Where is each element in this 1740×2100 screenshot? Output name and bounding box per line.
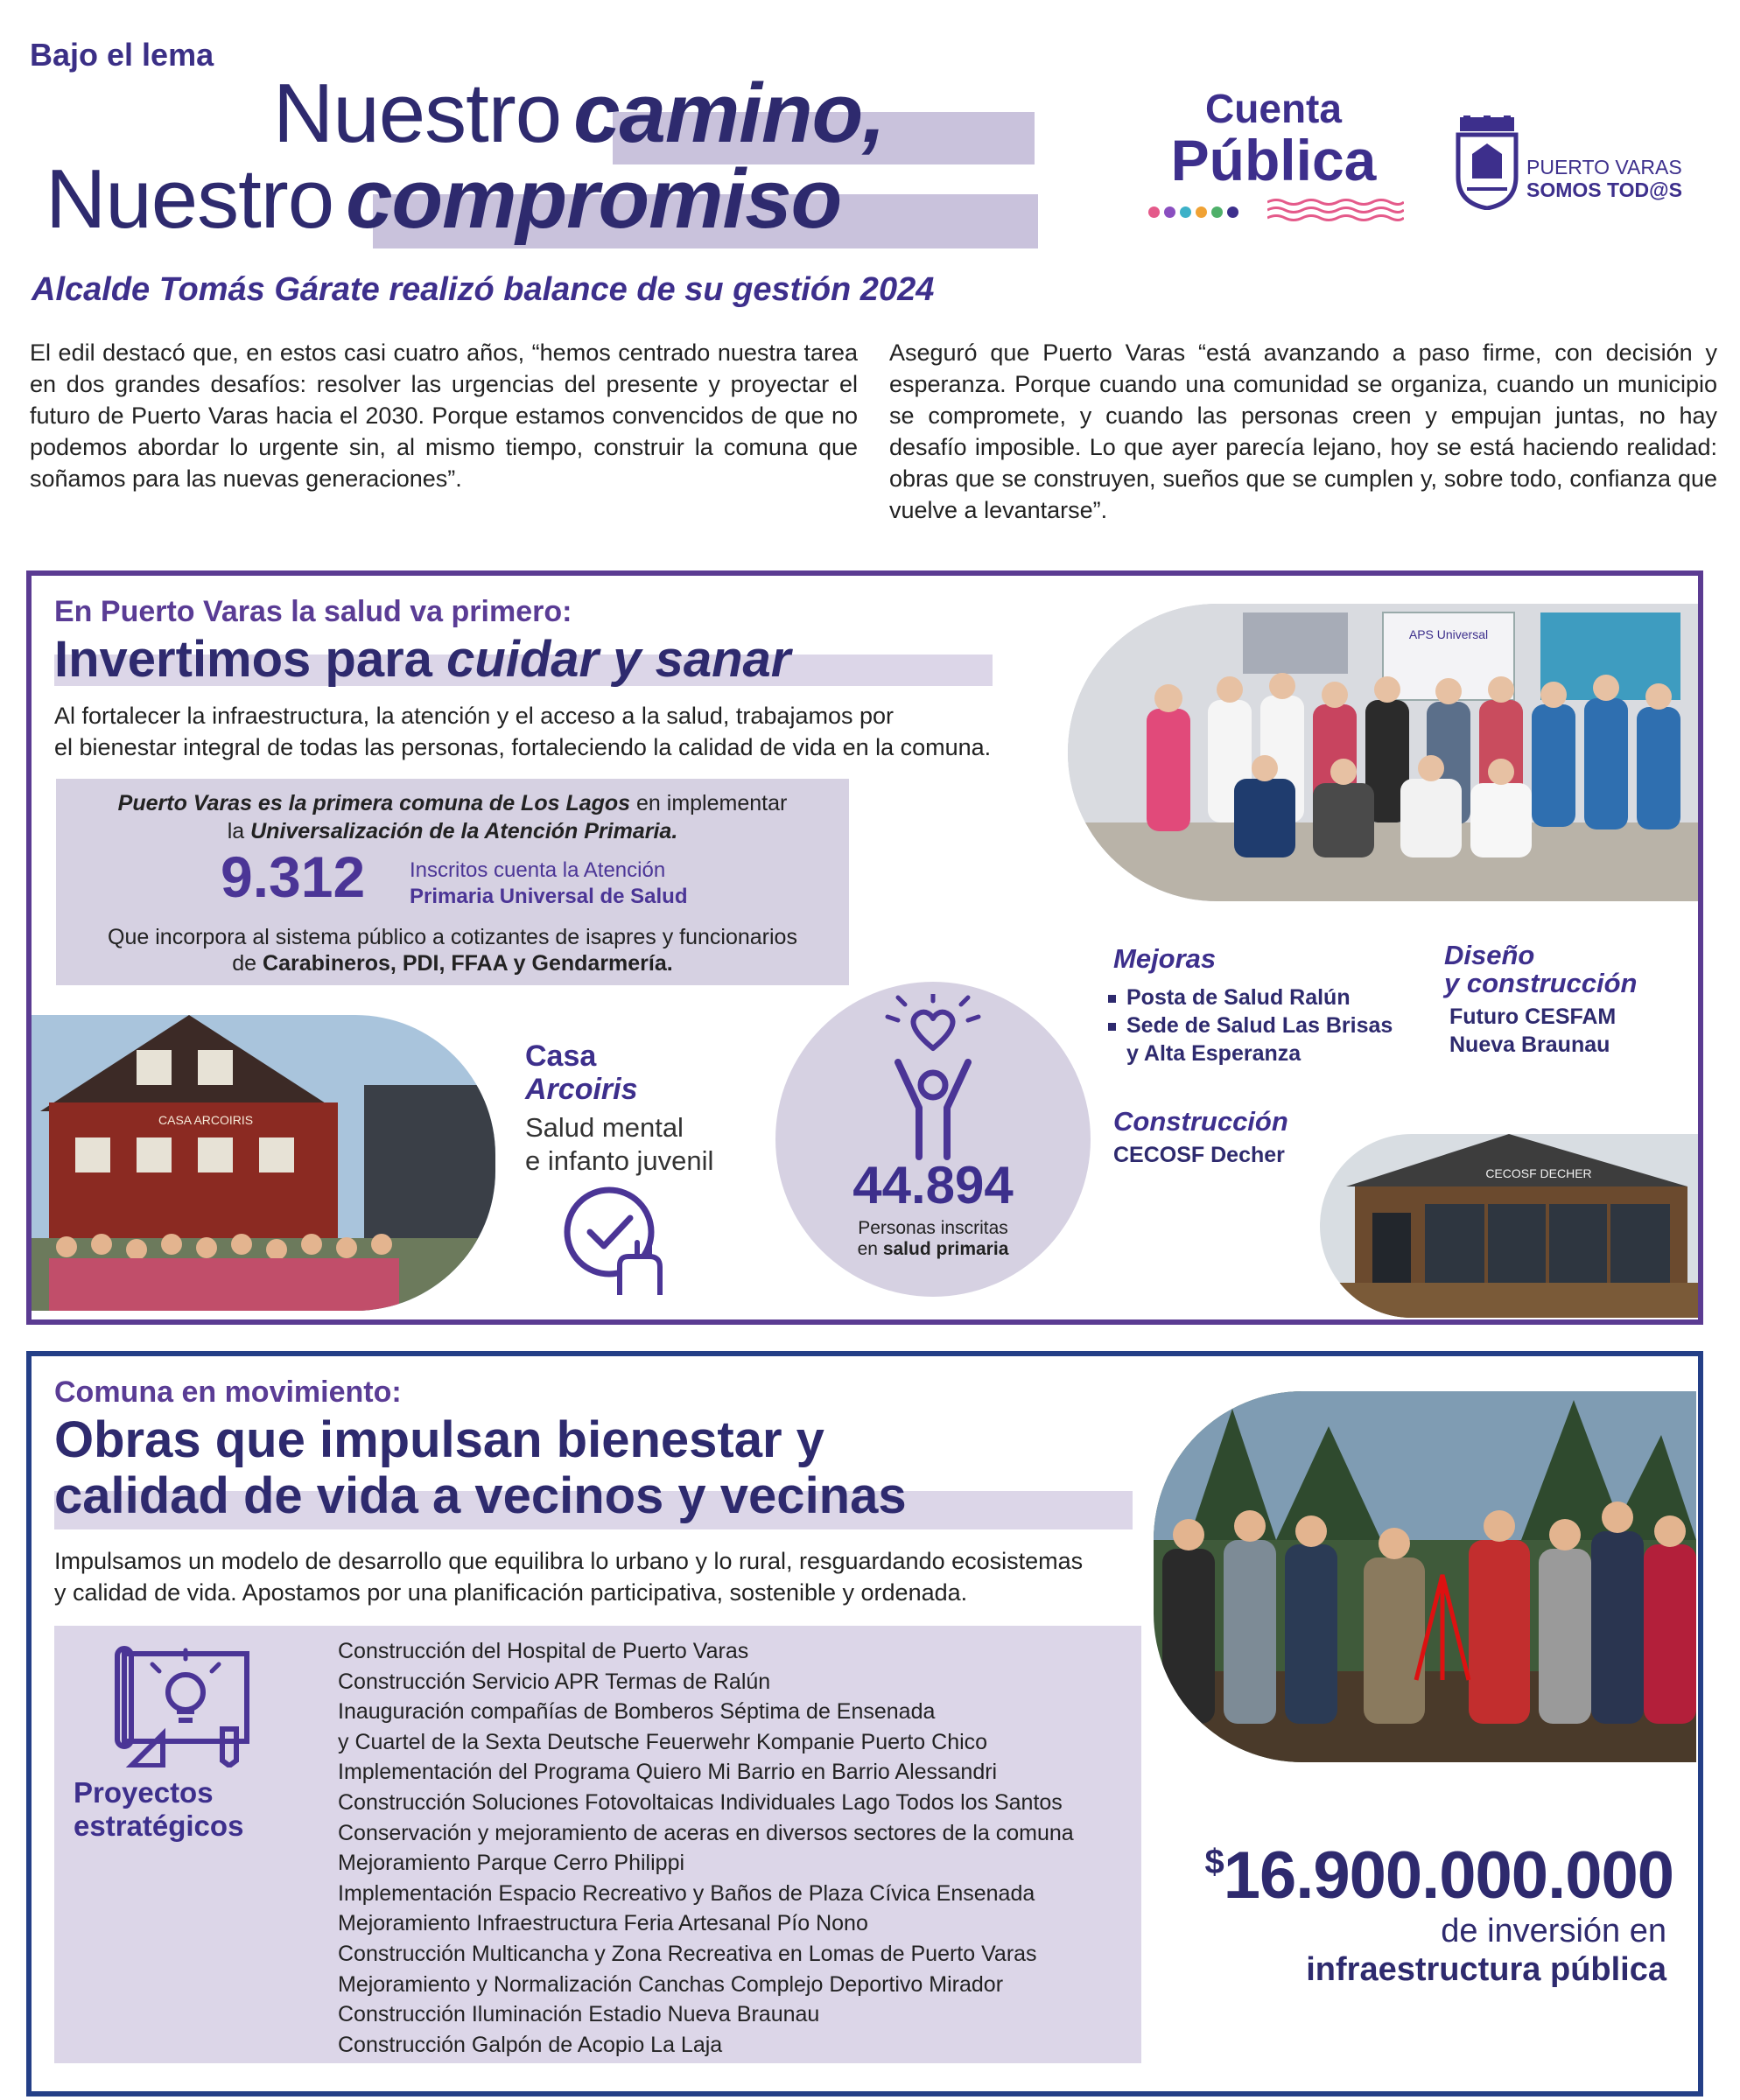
stat-number: 44.894: [852, 1156, 1014, 1214]
project-item: Mejoramiento Parque Cerro Philippi: [338, 1851, 685, 1876]
brand-text: [1526, 156, 1682, 201]
investment-value: 16.900.000.000: [1223, 1838, 1673, 1913]
diseno-title: [1444, 942, 1638, 998]
cecosf-photo: [1320, 1134, 1698, 1318]
works-headline: [54, 1412, 907, 1524]
logo-dot: [1227, 206, 1238, 218]
aps-lead-2a: la: [227, 819, 251, 844]
headline-line-1-thin: Nuestro: [273, 66, 562, 160]
health-staff-photo: [1068, 604, 1698, 901]
check-hand-icon: [557, 1183, 676, 1298]
project-item: Implementación Espacio Recreativo y Baños de Plaza Cívica Ensenada: [338, 1880, 1035, 1906]
construccion-title: Construcción: [1113, 1106, 1288, 1137]
intro-right-paragraph: Aseguró que Puerto Varas “está avanzando a paso firme, con decisión y esperanza. Porque cuando una comunidad se organiza, cuando un municipio se compromete, y cuando las personas creen y empujan juntas, no hay desafío imposible. Lo que ayer parecía lejano, hoy se está haciendo realidad: obras que se construyen, sueños que se cumplen y, sobre todo, confianza que vuelve a levantarse”.: [889, 340, 1717, 523]
logo-dot: [1164, 206, 1175, 218]
mejoras-item: [1108, 1040, 1393, 1068]
diseno-items: [1449, 1003, 1616, 1059]
headline-line-2-bold: compromiso: [346, 152, 842, 246]
investment-label-2: infraestructura pública: [1306, 1951, 1666, 1988]
logo-line-2: Pública: [1170, 128, 1377, 192]
stat-label-2a: en: [857, 1239, 883, 1259]
logo-dot: [1211, 206, 1223, 218]
casa-arcoiris-photo: [32, 1015, 495, 1311]
blueprint-lightbulb-icon: [114, 1645, 254, 1768]
investment-amount: [1169, 1838, 1673, 1914]
diseno-title-2: y construcción: [1444, 968, 1638, 998]
mejoras-item: [1108, 1012, 1393, 1040]
aps-lead: [56, 789, 849, 845]
aps-number-label: [410, 858, 687, 910]
aps-label-2: Primaria Universal de Salud: [410, 885, 688, 908]
heart-person-icon: [881, 994, 986, 1160]
brand-line-2: SOMOS TOD@S: [1526, 178, 1682, 201]
projects-list: [338, 1636, 1126, 2060]
casa-sub-1: Salud mental: [525, 1112, 684, 1143]
health-kicker: En Puerto Varas la salud va primero:: [54, 595, 572, 628]
aps-lead-2b: Universalización de la Atención Primaria.: [250, 819, 678, 844]
health-body-line-2: el bienestar integral de todas las personas, fortaleciendo la calidad de vida en la comuna.: [54, 734, 992, 760]
project-item: Construcción del Hospital de Puerto Varas: [338, 1639, 749, 1663]
health-body-line-1: Al fortalecer la infraestructura, la atención y el acceso a la salud, trabajamos por: [54, 703, 894, 729]
project-item: Implementación del Programa Quiero Mi Barrio en Barrio Alessandri: [338, 1760, 998, 1785]
casa-title-1: Casa: [525, 1040, 597, 1073]
intro-left-paragraph: El edil destacó que, en estos casi cuatro años, “hemos centrado nuestra tarea en dos grandes desafíos: resolver las urgencias del presente y proyectar el futuro de Puerto Varas hacia el 2030. Porque estamos convencidos de que no podemos abordar lo urgente sin, al mismo tiempo, construir la comuna que soñamos para las nuevas generaciones”.: [30, 340, 858, 492]
health-body: [54, 700, 1052, 763]
diseno-item-2: Nueva Braunau: [1449, 1032, 1610, 1057]
mejoras-item-text: y Alta Esperanza: [1126, 1041, 1301, 1066]
logo-line-1: Cuenta: [1205, 86, 1342, 131]
headline-line-1-bold: camino,: [573, 66, 885, 160]
aps-note: [56, 924, 849, 976]
mejoras-item-text: Posta de Salud Ralún: [1126, 985, 1351, 1010]
aps-label-1: Inscritos cuenta la Atención: [410, 858, 666, 882]
project-item: Construcción Soluciones Fotovoltaicas Individuales Lago Todos los Santos: [338, 1789, 1063, 1815]
diseno-title-1: Diseño: [1444, 940, 1535, 970]
project-item: y Cuartel de la Sexta Deutsche Feuerwehr Kompanie Puerto Chico: [338, 1729, 988, 1754]
projects-label-1: Proyectos: [74, 1776, 214, 1809]
logo-dot: [1196, 206, 1207, 218]
bullet-icon: [1108, 1023, 1116, 1031]
works-headline-1: Obras que impulsan bienestar y: [54, 1411, 824, 1468]
aps-lead-emphasis: Puerto Varas es la primera comuna de Los Lagos: [117, 791, 631, 816]
aps-sign-text: APS Universal: [1408, 627, 1489, 641]
bullet-icon: [1108, 995, 1116, 1003]
works-kicker: Comuna en movimiento:: [54, 1376, 402, 1409]
cuenta-publica-logo: [1138, 88, 1409, 191]
logo-dot: [1180, 206, 1191, 218]
page-subtitle: Alcalde Tomás Gárate realizó balance de su gestión 2024: [32, 271, 935, 308]
logo-waves-icon: [1267, 198, 1404, 224]
stat-label: [775, 1218, 1091, 1260]
project-item: Construcción Iluminación Estadio Nueva Braunau: [338, 2002, 820, 2027]
headline-line-2: [46, 152, 853, 246]
header-kicker: Bajo el lema: [30, 37, 214, 73]
brand-line-1: PUERTO VARAS: [1526, 156, 1682, 178]
cecosf-sign: CECOSF DECHER: [1485, 1166, 1592, 1180]
works-body: [54, 1545, 1175, 1608]
logo-dot: [1148, 206, 1160, 218]
project-item: Conservación y mejoramiento de aceras en diversos sectores de la comuna: [338, 1820, 1074, 1845]
projects-label: [74, 1776, 243, 1843]
casa-arcoiris-subtitle: [525, 1111, 713, 1178]
investment-label-1: de inversión en: [1441, 1913, 1666, 1950]
construccion-item: CECOSF Decher: [1113, 1143, 1285, 1167]
puerto-varas-crest-icon: [1455, 116, 1519, 210]
project-item: Mejoramiento y Normalización Canchas Complejo Deportivo Mirador: [338, 1971, 1004, 1997]
investment-symbol: $: [1204, 1843, 1224, 1881]
mejoras-title: Mejoras: [1113, 943, 1217, 974]
works-body-line-2: y calidad de vida. Apostamos por una planificación participativa, sostenible y ordenada.: [54, 1579, 968, 1606]
aps-lead-rest: en implementar: [630, 791, 788, 816]
aps-note-1: Que incorpora al sistema público a cotizantes de isapres y funcionarios: [108, 925, 797, 949]
project-item: Construcción Multicancha y Zona Recreativa en Lomas de Puerto Varas: [338, 1941, 1037, 1966]
mejoras-item-text: Sede de Salud Las Brisas: [1126, 1013, 1393, 1038]
headline-line-1: [273, 66, 897, 160]
casa-title-2: Arcoiris: [525, 1073, 638, 1106]
works-body-line-1: Impulsamos un modelo de desarrollo que equilibra lo urbano y lo rural, resguardando ecosistemas: [54, 1548, 1084, 1574]
aps-note-2a: de: [232, 951, 263, 976]
aps-number: 9.312: [221, 844, 366, 909]
diseno-item-1: Futuro CESFAM: [1449, 1004, 1617, 1029]
health-headline-b: cuidar y sanar: [446, 631, 791, 688]
aps-note-2b: Carabineros, PDI, FFAA y Gendarmería.: [263, 951, 673, 976]
project-item: Construcción Galpón de Acopio La Laja: [338, 2032, 723, 2057]
headline-line-2-thin: Nuestro: [46, 152, 334, 246]
mejoras-list: [1108, 984, 1393, 1068]
health-headline-a: Invertimos para: [54, 631, 447, 688]
health-headline: [54, 632, 790, 688]
casa-sub-2: e infanto juvenil: [525, 1145, 714, 1176]
projects-label-2: estratégicos: [74, 1810, 244, 1842]
casa-arcoiris-title: [525, 1040, 638, 1106]
groundbreaking-photo: [1154, 1391, 1696, 1762]
logo-dots: [1148, 206, 1243, 222]
project-item: Inauguración compañías de Bomberos Séptima de Ensenada: [338, 1699, 936, 1725]
stat-label-1: Personas inscritas: [858, 1218, 1008, 1238]
project-item: Construcción Servicio APR Termas de Ralún: [338, 1669, 771, 1694]
project-item: Mejoramiento Infraestructura Feria Artesanal Pío Nono: [338, 1911, 868, 1936]
mejoras-item: [1108, 984, 1393, 1012]
casa-arcoiris-sign: CASA ARCOIRIS: [158, 1113, 254, 1127]
stat-label-2b: salud primaria: [882, 1239, 1009, 1259]
works-headline-2: calidad de vida a vecinos y vecinas: [54, 1467, 907, 1524]
